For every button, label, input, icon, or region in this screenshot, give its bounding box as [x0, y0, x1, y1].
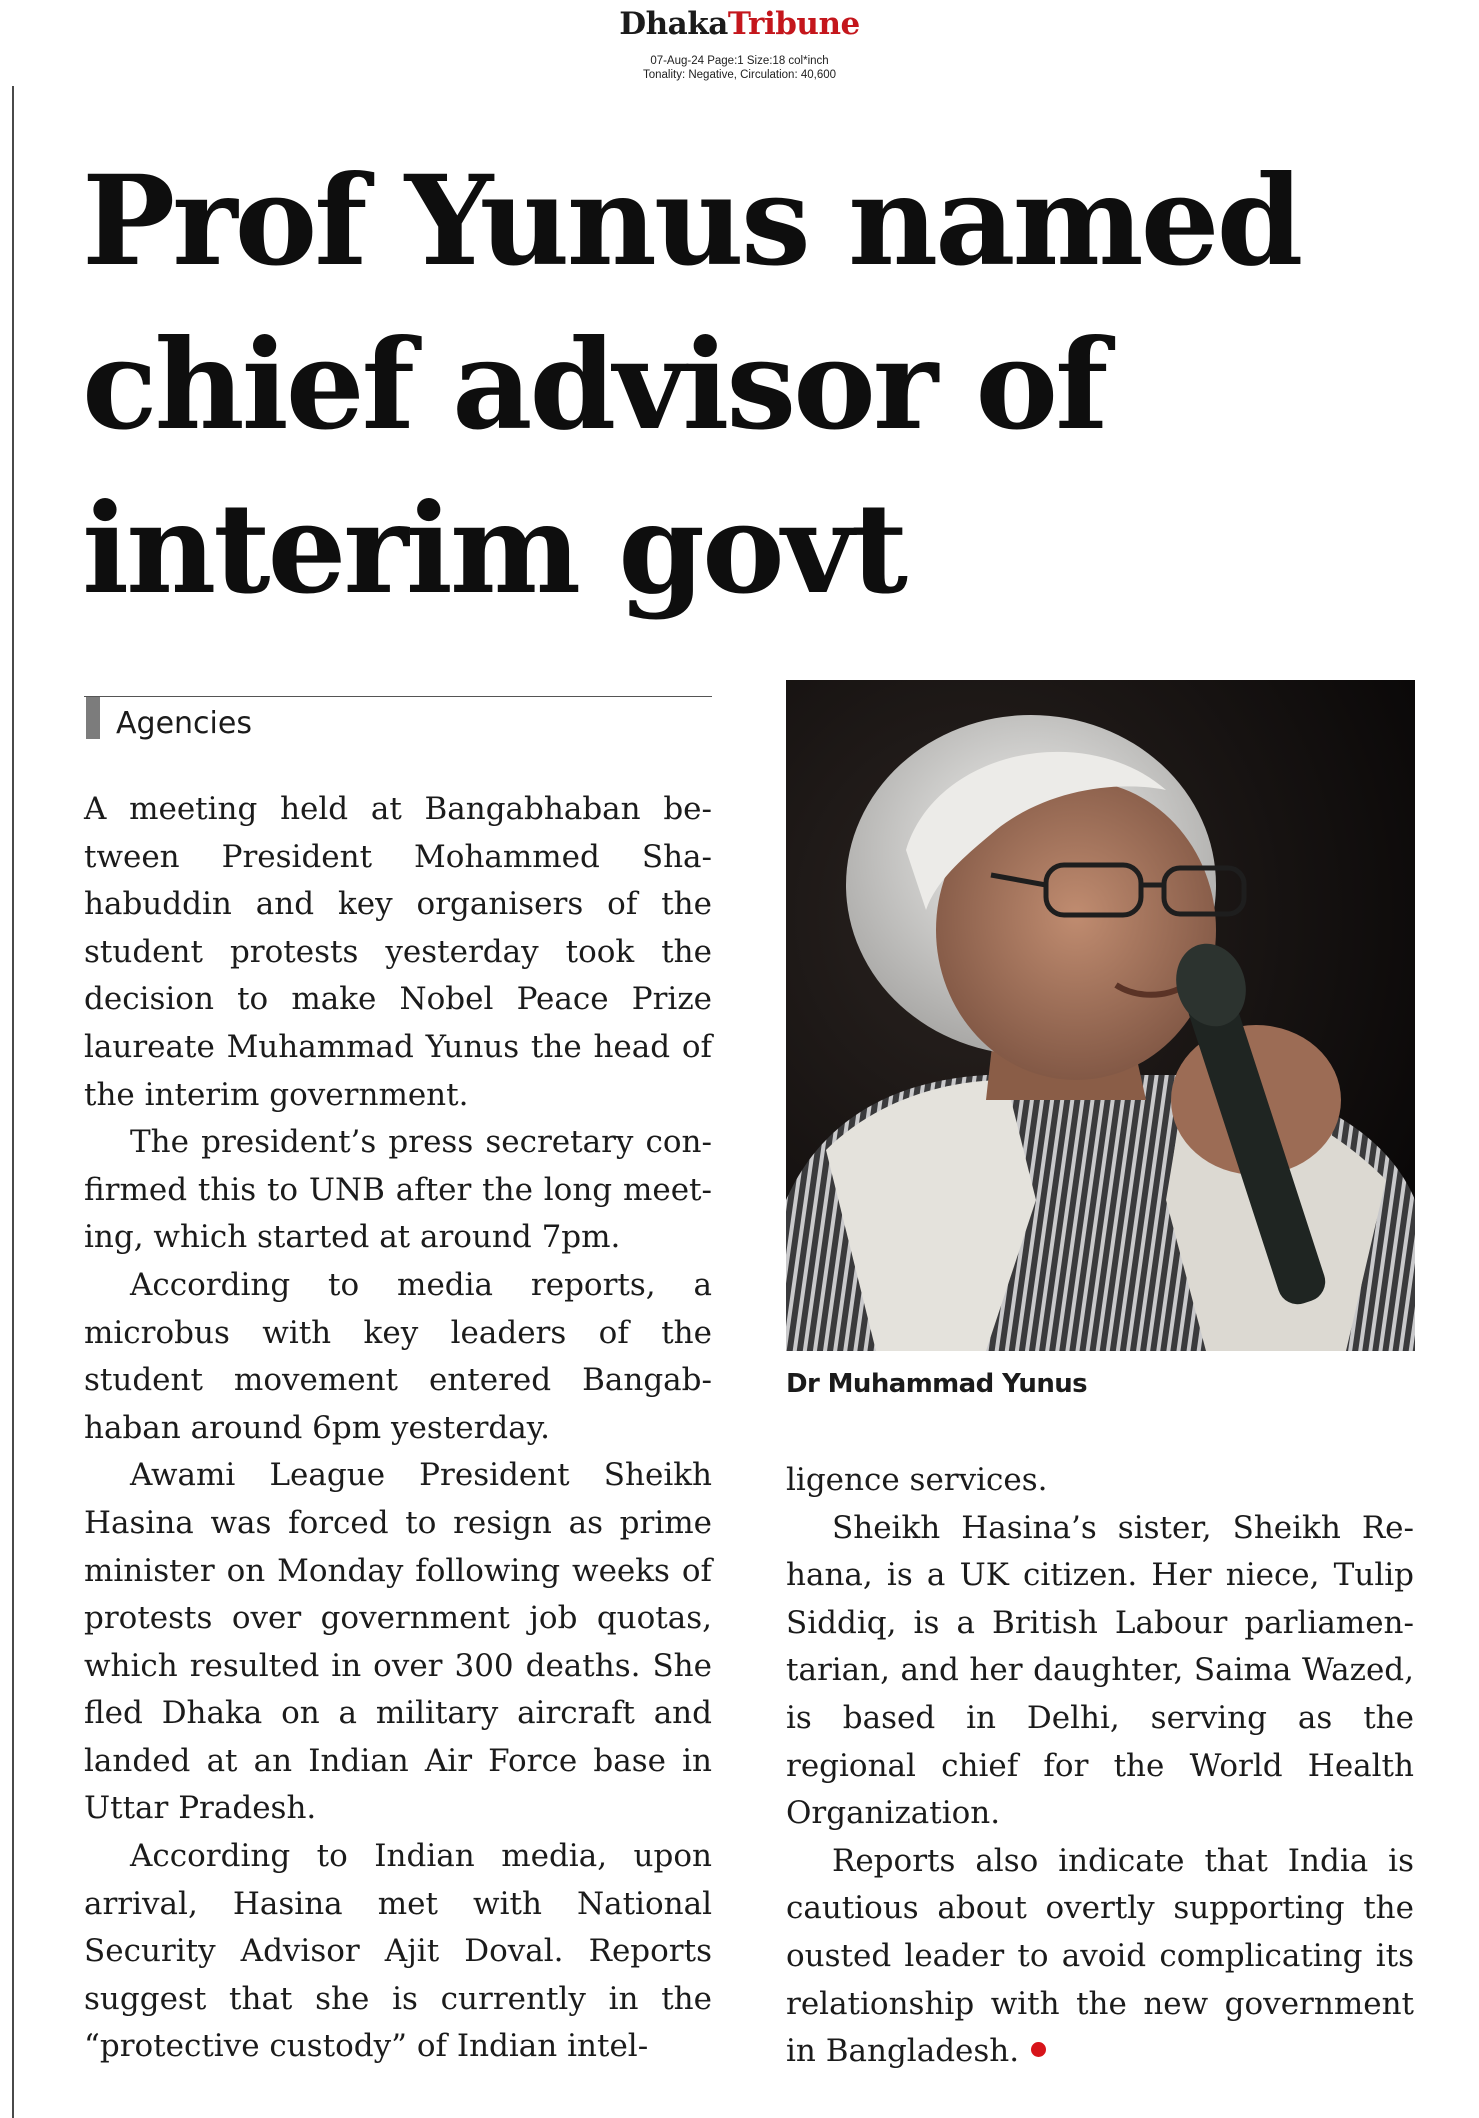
- headline-line-2: chief advisor of: [82, 313, 1106, 458]
- byline-rule: [84, 696, 712, 697]
- article-paragraph-final-text: Reports also indicate that India is cautious about overtly supporting the ousted leader to avoid complicating its relationship with the new government in Bangladesh.: [786, 1842, 1414, 2070]
- article-paragraph: Awami League President Sheikh Hasina was forced to resign as prime minister on Monday following weeks of protests over government job quotas, which resulted in over 300 deaths. She fled Dhaka on a military aircraft and landed at an Indian Air Force base in Uttar Pradesh.: [84, 1457, 712, 1827]
- masthead-tribune: Tribune: [727, 6, 860, 42]
- article-paragraph: Sheikh Hasina’s sister, Sheikh Rehana, is a UK citizen. Her niece, Tulip Siddiq, is a British Labour parliamentarian, and her daughter, Saima Wazed, is based in Delhi, serving as the regional chief for the World Health Organization.: [786, 1509, 1414, 1832]
- clipping-metadata-line1: 07-Aug-24 Page:1 Size:18 col*inch: [650, 55, 829, 67]
- page-left-border: [12, 86, 14, 2118]
- article-paragraph: The president’s press secretary confirmed this to UNB after the long meeting, which started at around 7pm.: [84, 1124, 712, 1256]
- byline-marker: [86, 697, 100, 739]
- headline-line-3: interim govt: [82, 477, 905, 622]
- article-paragraph: ligence services.: [786, 1462, 1048, 1498]
- portrait-photo: [786, 680, 1415, 1351]
- end-of-article-marker: [1031, 2042, 1046, 2057]
- article-column-right: [786, 1457, 1414, 2076]
- headline: [82, 140, 1412, 632]
- clipping-metadata: [0, 54, 1479, 82]
- article-column-left: [84, 786, 712, 2071]
- masthead-dhaka: Dhaka: [619, 6, 728, 42]
- masthead-logo: [0, 4, 1479, 44]
- portrait-illustration: [786, 680, 1415, 1351]
- headline-line-1: Prof Yunus named: [82, 149, 1301, 294]
- clipping-metadata-line2: Tonality: Negative, Circulation: 40,600: [642, 69, 837, 81]
- article-paragraph: According to Indian media, upon arrival, Hasina met with National Security Advisor Ajit Doval. Reports suggest that she is currently in the “protective custody” of Indian intel-: [84, 1838, 712, 2065]
- article-paragraph-final: [786, 1838, 1414, 2076]
- article-paragraph: According to media reports, a microbus with key leaders of the student movement entered Bangabhaban around 6pm yesterday.: [84, 1266, 712, 1446]
- photo-caption: Dr Muhammad Yunus: [786, 1369, 1088, 1399]
- article-paragraph: A meeting held at Bangabhaban between President Mohammed Shahabuddin and key organisers of the student protests yesterday took the decision to make Nobel Peace Prize laureate Muhammad Yunus the head of the interim government.: [84, 791, 712, 1113]
- byline: Agencies: [116, 706, 252, 741]
